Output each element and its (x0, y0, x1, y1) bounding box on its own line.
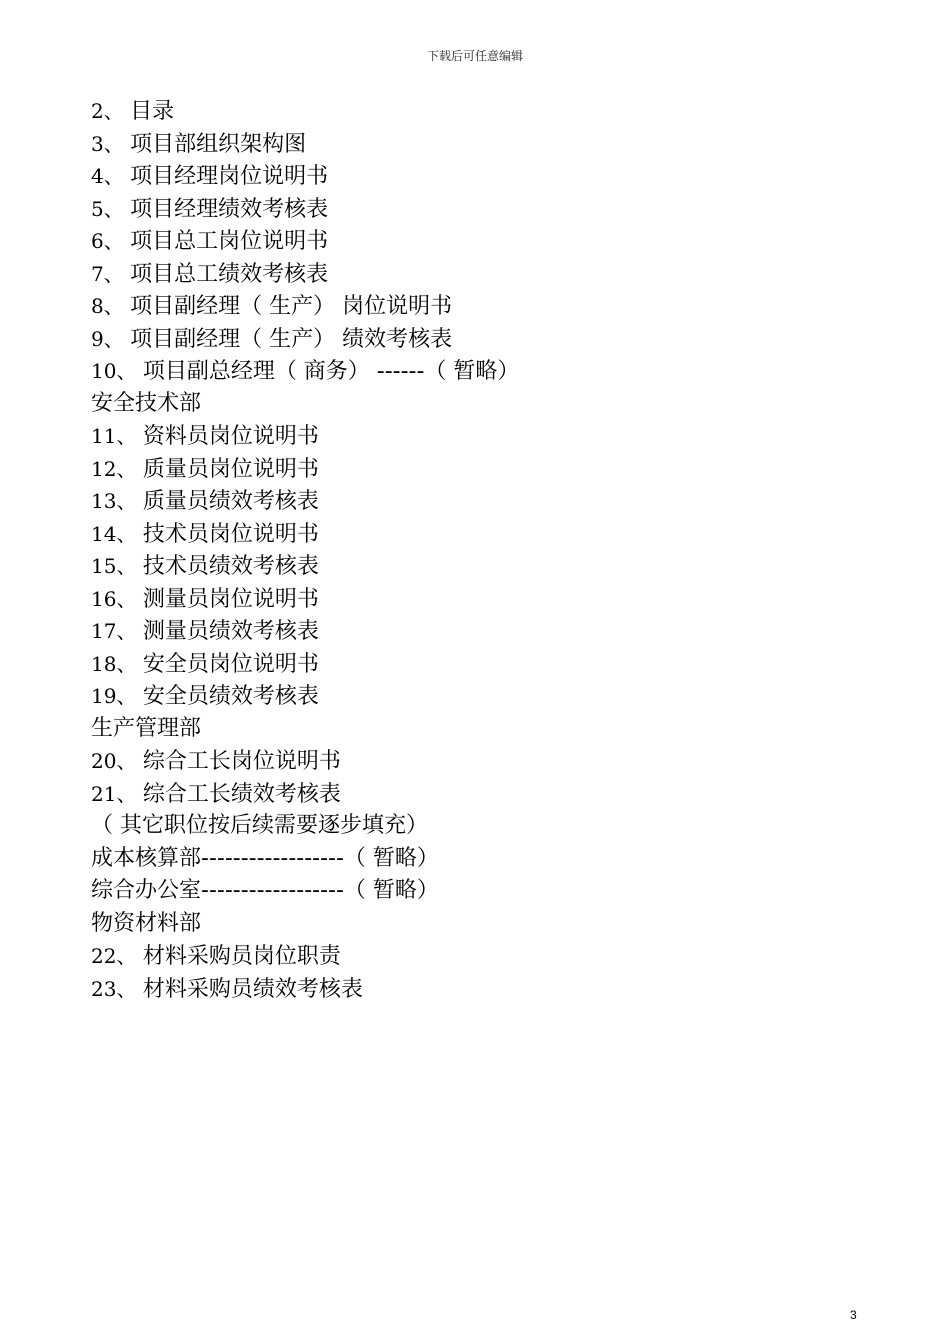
toc-item (91, 940, 871, 973)
table-of-contents (91, 95, 871, 1005)
toc-item-number: 12、 (91, 456, 143, 481)
toc-section-heading (91, 908, 871, 941)
toc-item-number: 19、 (91, 684, 143, 708)
toc-item-number: 16、 (91, 586, 143, 611)
toc-item-number: 18、 (91, 651, 143, 676)
toc-item-text: 安全员岗位说明书 (142, 651, 319, 677)
toc-item-number: 23、 (91, 976, 143, 1001)
toc-item-text: （ 其它职位按后续需要逐步填充） (91, 813, 428, 838)
toc-section-heading (91, 713, 871, 746)
toc-item-text: 测量员绩效考核表 (142, 619, 319, 644)
toc-item (91, 973, 871, 1006)
toc-item-number: 21、 (91, 781, 143, 806)
toc-item-number: 13、 (91, 489, 143, 513)
toc-item-text: 质量员绩效考核表 (142, 489, 319, 514)
toc-item (91, 518, 871, 551)
toc-item-number: 20、 (91, 749, 143, 773)
toc-item-text: 项目副总经理（ 商务） ------（ 暂略） (142, 359, 520, 384)
toc-item-text: 综合工长绩效考核表 (142, 781, 341, 807)
toc-item-number: 2、 (91, 99, 131, 123)
toc-item-text: 安全技术部 (91, 390, 202, 416)
toc-item-text: 技术员岗位说明书 (142, 521, 319, 547)
toc-section-heading (91, 388, 871, 421)
toc-item-text: 项目部组织架构图 (130, 131, 307, 157)
toc-item-number: 17、 (91, 619, 143, 643)
toc-item-number: 8、 (91, 294, 131, 318)
toc-item-number: 15、 (91, 554, 143, 578)
toc-item-text: 质量员岗位说明书 (142, 456, 319, 482)
toc-item-text: 成本核算部------------------（ 暂略） (91, 845, 439, 871)
page-number: 3 (850, 1308, 857, 1322)
toc-item-text: 项目总工绩效考核表 (130, 261, 329, 287)
toc-item (91, 290, 871, 323)
toc-item-number: 7、 (91, 261, 131, 286)
toc-item (91, 648, 871, 681)
toc-item-text: 测量员岗位说明书 (142, 586, 319, 612)
toc-item (91, 225, 871, 258)
toc-item-number: 22、 (91, 944, 143, 968)
toc-item-number: 6、 (91, 229, 131, 253)
toc-item-text: 项目副经理（ 生产） 岗位说明书 (130, 294, 453, 319)
toc-item-text: 技术员绩效考核表 (142, 554, 319, 579)
toc-item-number: 14、 (91, 521, 143, 546)
toc-item (91, 453, 871, 486)
toc-item-number: 11、 (91, 424, 143, 448)
toc-item-number: 9、 (91, 326, 131, 351)
toc-item (91, 485, 871, 518)
toc-item-text: 综合工长岗位说明书 (142, 749, 341, 774)
toc-item-text: 材料采购员绩效考核表 (142, 976, 363, 1002)
toc-item (91, 778, 871, 811)
toc-item-text: 资料员岗位说明书 (142, 424, 319, 449)
toc-item (91, 583, 871, 616)
toc-item (91, 258, 871, 291)
toc-section-heading (91, 875, 871, 908)
toc-item (91, 745, 871, 778)
toc-item (91, 193, 871, 226)
toc-item-text: 综合办公室------------------（ 暂略） (91, 878, 439, 903)
toc-section-heading (91, 843, 871, 876)
toc-item-text: 材料采购员岗位职责 (142, 944, 341, 969)
toc-item-text: 项目经理绩效考核表 (130, 196, 329, 222)
toc-section-heading (91, 810, 871, 843)
toc-item-text: 目录 (130, 99, 175, 124)
toc-item-number: 3、 (91, 131, 131, 156)
toc-item (91, 680, 871, 713)
toc-item-number: 10、 (91, 359, 143, 383)
toc-item (91, 615, 871, 648)
toc-item-number: 4、 (91, 164, 131, 188)
toc-item (91, 95, 871, 128)
toc-item-number: 5、 (91, 196, 131, 221)
toc-item-text: 项目经理岗位说明书 (130, 164, 329, 189)
toc-item-text: 物资材料部 (91, 910, 202, 936)
toc-item-text: 安全员绩效考核表 (142, 684, 319, 709)
page-header: 下载后可任意编辑 (426, 49, 523, 63)
toc-item (91, 420, 871, 453)
toc-item (91, 355, 871, 388)
toc-item-text: 生产管理部 (91, 715, 202, 741)
toc-item (91, 160, 871, 193)
toc-item-text: 项目副经理（ 生产） 绩效考核表 (130, 326, 453, 352)
toc-item (91, 323, 871, 356)
toc-item (91, 550, 871, 583)
toc-item (91, 128, 871, 161)
toc-item-text: 项目总工岗位说明书 (130, 229, 329, 254)
